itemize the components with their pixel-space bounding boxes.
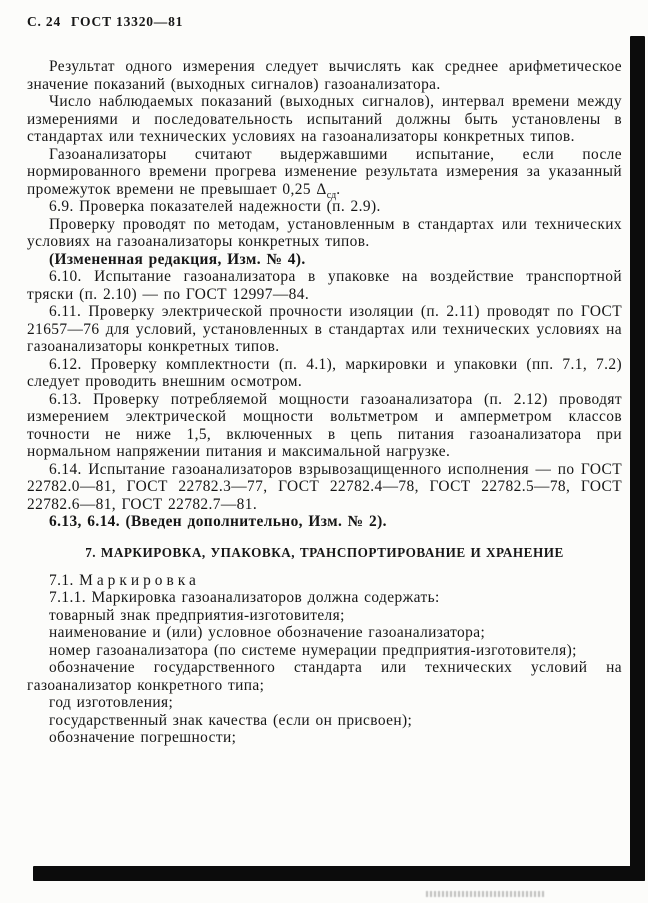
paragraph: 7.1.1. Маркировка газоанализаторов должна содержать:	[49, 589, 440, 606]
document-body	[27, 58, 622, 747]
paragraph: Газоанализаторы считают выдержавшими испытание, если после нормированного времени прогрева изменение результата измерения за указанный промежуток времени не превышает 0,25 $\Delta_{сд}$.	[27, 145, 622, 201]
page-header	[27, 14, 183, 30]
scan-border-right	[630, 36, 645, 881]
paragraph: 7.1. Маркировка	[49, 571, 200, 589]
paragraph: год изготовления;	[49, 694, 174, 711]
paragraph: 6.12. Проверку комплектности (п. 4.1), маркировки и упаковки (пп. 7.1, 7.2) следует проводить внешним осмотром.	[27, 355, 622, 390]
paragraph: 6.9. Проверка показателей надежности (п. 2.9).	[49, 198, 381, 215]
paragraph: 6.10. Испытание газоанализатора в упаковке на воздействие транспортной тряски (п. 2.10) — по ГОСТ 12997—84.	[27, 268, 622, 303]
paragraph: 6.14. Испытание газоанализаторов взрывозащищенного исполнения — по ГОСТ 22782.0—81, ГОСТ 22782.3—77, ГОСТ 22782.4—78, ГОСТ 22782.5—78, ГОСТ 22782.6—81, ГОСТ 22782.7—81.	[27, 460, 622, 513]
paragraph: номер газоанализатора (по системе нумерации предприятия-изготовителя);	[49, 641, 577, 659]
paragraph: обозначение погрешности;	[49, 729, 237, 746]
paragraph: 6.11. Проверку электрической прочности изоляции (п. 2.11) проводят по ГОСТ 21657—76 для условий, установленных в стандартах или технических условиях на газоанализаторы конкретных типов.	[27, 303, 622, 355]
page-number: С. 24	[27, 14, 61, 29]
paragraph: товарный знак предприятия-изготовителя;	[49, 606, 345, 624]
paragraph: государственный знак качества (если он присвоен);	[49, 711, 413, 729]
paragraph: Результат одного измерения следует вычислять как среднее арифметическое значение показаний (выходных сигналов) газоанализатора.	[27, 58, 622, 93]
standard-designation: ГОСТ 13320—81	[71, 14, 184, 29]
paragraph: Проверку проводят по методам, установленным в стандартах или технических условиях на газоанализаторы конкретных типов.	[27, 215, 622, 250]
paragraph: 6.13, 6.14. (Введен дополнительно, Изм. № 2).	[49, 513, 387, 530]
paragraph: 6.13. Проверку потребляемой мощности газоанализатора (п. 2.12) проводят измерением электрической мощности вольтметром и амперметром классов точности не ниже 1,5, включенных в цепь питания газоанализатора при нормальном напряжении питания и максимальной нагрузке.	[27, 390, 622, 460]
paragraph: наименование и (или) условное обозначение газоанализатора;	[49, 624, 486, 641]
paragraph: (Измененная редакция, Изм. № 4).	[49, 250, 306, 268]
print-colophon-artifact	[426, 891, 544, 897]
section-heading: 7. МАРКИРОВКА, УПАКОВКА, ТРАНСПОРТИРОВАНИЕ И ХРАНЕНИЕ	[85, 544, 564, 560]
paragraph: Число наблюдаемых показаний (выходных сигналов), интервал времени между измерениями и последовательность испытаний должны быть установлены в стандартах или технических условиях на газоанализаторы конкретных типов.	[27, 93, 622, 145]
scan-border-bottom	[33, 866, 645, 881]
paragraph: обозначение государственного стандарта или технических условий на газоанализатор конкретного типа;	[27, 659, 622, 694]
